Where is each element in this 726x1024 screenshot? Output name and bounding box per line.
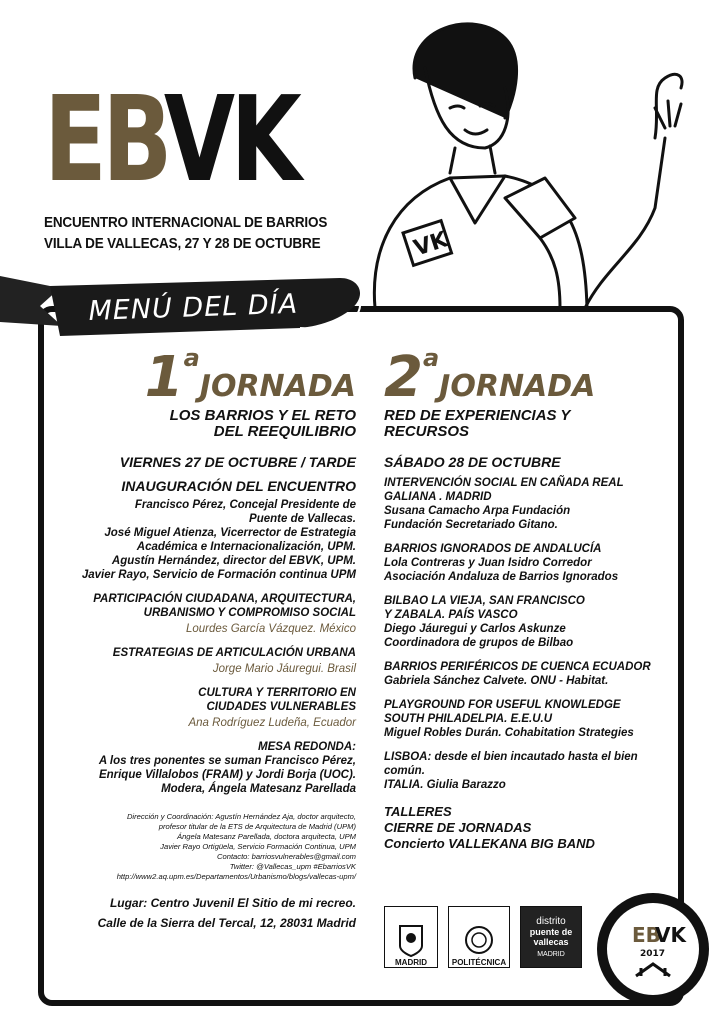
day1-date: VIERNES 27 DE OCTUBRE / TARDE [119, 454, 356, 470]
logo-eb: EB [44, 70, 164, 208]
credit-line: Twitter: @Vallecas_upm #EbarriosVK [229, 862, 356, 871]
session-line: SOUTH PHILADELPIA. E.E.U.U [384, 713, 553, 725]
session-line: INTERVENCIÓN SOCIAL EN CAÑADA REAL [384, 477, 624, 489]
session-line: BARRIOS IGNORADOS DE ANDALUCÍA [384, 543, 602, 555]
seal-year: 2017 [640, 949, 666, 959]
day1-block-title: INAUGURACIÓN DEL ENCUENTRO [121, 478, 356, 494]
day2-date: SÁBADO 28 DE OCTUBRE [384, 454, 561, 470]
logo-vk: VK [163, 70, 298, 208]
upm-label: POLITÉCNICA [451, 958, 507, 967]
credit-line: Javier Rayo Ortigüela, Servicio Formación Continua, UPM [160, 842, 356, 851]
ebvk-logo [44, 70, 298, 208]
speaker-line: José Miguel Atienza, Vicerrector de Estrategia [104, 527, 356, 539]
day2-session [384, 542, 674, 584]
credit-line: Contacto: barriosvulnerables@gmail.com [217, 852, 356, 861]
day2-session [384, 698, 674, 740]
speaker-line: Agustín Hernández, director del EBVK, UPM. [111, 555, 356, 567]
day1-speaker: Ana Rodríguez Ludeña, Ecuador [188, 717, 356, 729]
ebvk-2017-seal [594, 890, 712, 1008]
distrito-logo [520, 906, 582, 968]
session-line: Miguel Robles Durán. Cohabitation Strategies [384, 727, 634, 739]
distrito-label: vallecas [533, 937, 569, 947]
session-line: ITALIA. Giulia Barazzo [384, 779, 506, 791]
day1-block-title: MESA REDONDA: [258, 741, 356, 753]
day2-column [384, 344, 674, 852]
credits [64, 812, 356, 882]
speaker-line: Javier Rayo, Servicio de Formación continua UPM [81, 569, 356, 581]
day2-word: JORNADA [439, 369, 596, 404]
day1-speaker: Lourdes García Vázquez. México [185, 623, 356, 635]
session-line: BILBAO LA VIEJA, SAN FRANCISCO [384, 595, 585, 607]
session-line: Coordinadora de grupos de Bilbao [384, 637, 574, 649]
day1-inauguration-speakers [64, 498, 356, 582]
closing-line: CIERRE DE JORNADAS [384, 820, 532, 835]
session-line: LISBOA: desde el bien incautado hasta el bien común. [384, 751, 638, 777]
day1-block-title: PARTICIPACIÓN CIUDADANA, ARQUITECTURA, URBANISMO Y COMPROMISO SOCIAL [93, 593, 356, 619]
day1-speaker: Jorge Mario Jáuregui. Brasil [212, 663, 356, 675]
day2-session [384, 660, 674, 688]
sponsor-logos [384, 906, 582, 968]
session-line: Y ZABALA. PAÍS VASCO [384, 609, 518, 621]
day2-session [384, 594, 674, 650]
day1-number: 1 [144, 345, 184, 410]
distrito-label: distrito [536, 916, 566, 927]
session-line: Lola Contreras y Juan Isidro Corredor [384, 557, 592, 569]
distrito-label: puente de [529, 927, 573, 937]
day2-ordinal: a [422, 344, 440, 372]
venue-line-1: Lugar: Centro Juvenil El Sitio de mi recreo. [109, 896, 356, 910]
seal-vk: VK [655, 923, 686, 947]
speaker-line: Académica e Internacionalización, UPM. [136, 541, 356, 553]
session-line: Gabriela Sánchez Calvete. ONU - Habitat. [384, 675, 609, 687]
roundtable-line: Enrique Villalobos (FRAM) y Jordi Borja (UOC). [98, 769, 356, 781]
day2-theme-1: RED DE EXPERIENCIAS Y [384, 407, 571, 424]
day1-theme-2: DEL REEQUILIBRIO [213, 423, 356, 440]
day1-block-title: CULTURA Y TERRITORIO EN CIUDADES VULNERABLES [198, 687, 356, 713]
day2-heading [384, 344, 674, 410]
credit-line: Ángela Matesanz Parellada, doctora arquitecta, UPM [177, 832, 356, 841]
credit-url[interactable]: http://www2.aq.upm.es/Departamentos/Urbanismo/blogs/vallecas-upm/ [116, 872, 356, 881]
upm-logo [448, 906, 510, 968]
subtitle-line-1: ENCUENTRO INTERNACIONAL DE BARRIOS [44, 214, 328, 231]
day1-block-title: ESTRATEGIAS DE ARTICULACIÓN URBANA [112, 647, 356, 659]
venue-line-2: Calle de la Sierra del Tercal, 12, 28031 Madrid [97, 916, 356, 930]
madrid-crest-icon [398, 924, 424, 958]
speaker-line: Puente de Vallecas. [249, 513, 356, 525]
day2-theme-2: RECURSOS [384, 423, 470, 440]
closing-line: TALLERES [384, 804, 452, 819]
day1-roundtable [64, 754, 356, 796]
day1-theme-1: LOS BARRIOS Y EL RETO [169, 407, 356, 424]
day1-ordinal: a [183, 344, 200, 372]
session-line: Diego Jáuregui y Carlos Askunze [384, 623, 566, 635]
closing-line: Concierto VALLEKANA BIG BAND [384, 836, 595, 851]
session-line: BARRIOS PERIFÉRICOS DE CUENCA ECUADOR [384, 661, 651, 673]
day2-session [384, 750, 674, 792]
upm-seal-icon [464, 924, 494, 958]
session-line: Asociación Andaluza de Barrios Ignorados [384, 571, 619, 583]
day2-closing [384, 804, 674, 852]
vk-badge: VK [410, 227, 452, 262]
subtitle-line-2: VILLA DE VALLECAS, 27 Y 28 DE OCTUBRE [44, 235, 321, 252]
session-line: Susana Camacho Arpa Fundación [384, 505, 571, 517]
roundtable-line: Modera, Ángela Matesanz Parellada [161, 783, 356, 795]
madrid-label: MADRID [395, 958, 427, 967]
day1-column [64, 344, 356, 930]
distrito-label: MADRID [537, 951, 565, 958]
madrid-logo [384, 906, 438, 968]
day2-number: 2 [384, 345, 423, 410]
credit-line: profesor titular de la ETS de Arquitectura de Madrid (UPM) [158, 822, 356, 831]
session-line: Fundación Secretariado Gitano. [384, 519, 558, 531]
day2-session [384, 476, 674, 532]
session-line: PLAYGROUND FOR USEFUL KNOWLEDGE [384, 699, 621, 711]
day1-heading [64, 344, 356, 410]
speaker-line: Francisco Pérez, Concejal Presidente de [134, 499, 356, 511]
session-line: GALIANA . MADRID [384, 491, 492, 503]
roundtable-line: A los tres ponentes se suman Francisco Pérez, [98, 755, 356, 767]
credit-line: Dirección y Coordinación: Agustín Hernández Aja, doctor arquitecto, [126, 812, 356, 821]
menu-del-dia-title: MENÚ DEL DÍA [88, 288, 299, 327]
seal-eb: EB [632, 923, 661, 947]
day1-word: JORNADA [199, 369, 356, 404]
woman-with-microphone-illustration [355, 8, 695, 308]
